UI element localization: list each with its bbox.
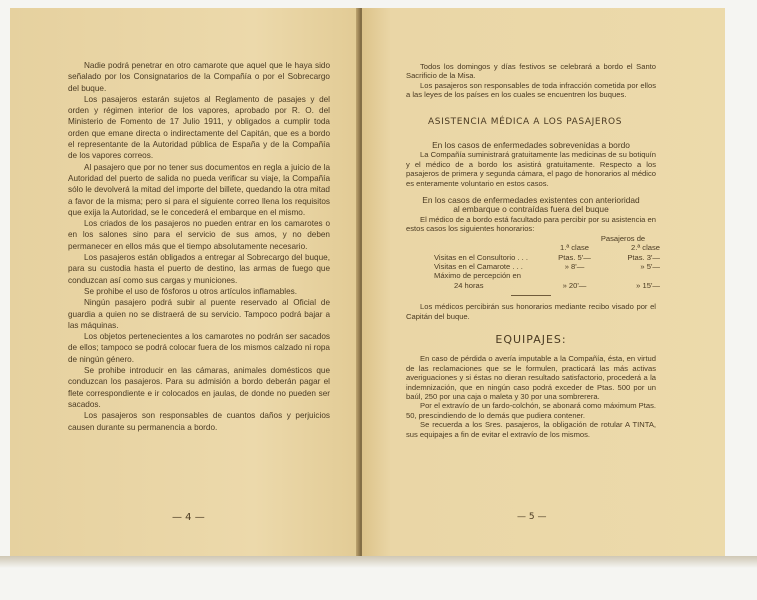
- fees-col-first: 1.ª clase: [560, 243, 589, 253]
- left-page-text: [68, 60, 330, 433]
- paragraph: El médico de a bordo está facultado para percibir por su asistencia en estos casos los siguientes honorarios:: [406, 214, 656, 234]
- table-shadow: [0, 556, 757, 568]
- paragraph: Por el extravío de un fardo-colchón, se abonará como máximum Ptas. 50, prescindiendo de lo demás que pudiera contener.: [406, 401, 656, 420]
- right-page-text: [406, 62, 660, 439]
- right-page: [362, 8, 725, 562]
- paragraph: Los pasajeros son responsables de cuantos daños y perjuicios causen durante su permanencia a bordo.: [68, 411, 330, 432]
- fees-group-header: Pasajeros de: [600, 233, 646, 243]
- paragraph: La Compañía suministrará gratuitamente las medicinas de su botiquín y el médico de a bordo los asistirá gratuitamente. Respecto a los pasajeros de primera y segunda cámara, el pago de honorarios al médico es enteramente voluntario en estos casos.: [406, 150, 656, 188]
- subheading-preexisting-2: al embarque o contraídas fuera del buque: [453, 204, 609, 215]
- paragraph: Los pasajeros estarán sujetos al Reglamento de pasajes y del orden y régimen interior de los vapores, aprobado por R. O. del Ministerio de Fomento de 17 Julio 1911, y obligados a cumplir toda orden que emane directa o indirectamente del Capitán, que es a bordo el representante de la Autoridad pública de España y de la Compañía de los vapores correos.: [68, 94, 330, 161]
- fees-value: » 5'—: [640, 261, 660, 271]
- paragraph: Se recuerda a los Sres. pasajeros, la obligación de rotular A TINTA, sus equipajes a fin de evitar el extravío de los mismos.: [406, 420, 656, 439]
- page-number-left: — 4 —: [172, 512, 205, 523]
- table-row: [434, 253, 660, 262]
- fees-value: Ptas. 5'—: [558, 252, 591, 262]
- table-row: [434, 262, 660, 271]
- paragraph: Los pasajeros son responsables de toda infracción cometida por ellos a las leyes de los países en los cuales se encuentren los buques.: [406, 80, 656, 100]
- luggage-heading: EQUIPAJES:: [495, 332, 567, 346]
- paragraph: Nadie podrá penetrar en otro camarote que aquel que le haya sido señalado por los Consignatarios de la Compañía o por el Sobrecargo del buque.: [68, 61, 330, 93]
- fees-value: » 15'—: [636, 280, 660, 290]
- fees-table: [434, 234, 660, 290]
- paragraph: Se prohibe introducir en las cámaras, animales domésticos que conduzcan los pasajeros. Para su admisión a bordo deberán pagar el flete correspondiente e ir colocados en jaulas, de donde no pueden ser sacados.: [68, 366, 330, 409]
- paragraph: Se prohibe el uso de fósforos u otros artículos inflamables.: [84, 286, 297, 296]
- fees-value: Ptas. 3'—: [627, 252, 660, 262]
- paragraph: En caso de pérdida o avería imputable a la Compañía, ésta, en virtud de las reclamaciones que se le formulen, practicará las más activas averiguaciones y si éstas no dieran resultado satisfactorio, procederá a la indemnización, que en ningún caso podrá exceder de Ptas. 500 por un baúl, 250 por una caja o maleta y 30 por una sombrerera.: [406, 354, 656, 401]
- paragraph: Los objetos pertenecientes a los camarotes no podrán ser sacados de ellos; tampoco se podrá colocar fuera de los mismos calzado ni ropa de ningún género.: [68, 332, 330, 364]
- fees-label: 24 horas: [454, 280, 484, 290]
- subheading-preexisting-1: En los casos de enfermedades existentes con anterioridad: [422, 195, 640, 206]
- fees-label: Visitas en el Consultorio . . .: [434, 252, 528, 262]
- fees-value: » 20'—: [562, 280, 587, 290]
- fees-value: » 8'—: [564, 261, 585, 271]
- paragraph: Al pasajero que por no tener sus documentos en regla a juicio de la Autoridad del puerto de salida no pueda verificar su viaje, la Compañía sólo le devolverá la mitad del importe del billete, quedando la otra mitad a favor de la misma; pero si para el siguiente correo llena los requisitos que exija la Autoridad, se le concederá el embarque en el mismo.: [68, 162, 330, 217]
- page-number-right: — 5 —: [517, 512, 547, 522]
- left-page: [10, 8, 360, 562]
- fees-value: [603, 271, 660, 280]
- medical-heading: ASISTENCIA MÉDICA A LOS PASAJEROS: [428, 116, 623, 127]
- paragraph: Los médicos percibirán sus honorarios mediante recibo visado por el Capitán del buque.: [406, 302, 656, 321]
- fees-label: Visitas en el Camarote . . .: [434, 261, 523, 271]
- paragraph: Los criados de los pasajeros no pueden entrar en los camarotes o en los salones sino para el servicio de sus amos, y no deben permanecer en ellos más que el tiempo absolutamente necesario.: [68, 219, 330, 251]
- fees-label: Máximo de percepción en: [434, 271, 521, 281]
- paragraph: Los pasajeros están obligados a entregar al Sobrecargo del buque, para su custodia hasta el puerto de destino, las armas de fuego que conduzcan así como sus cargas y municiones.: [68, 253, 330, 285]
- paragraph: Ningún pasajero podrá subir al puente reservado al Oficial de guardia a quien no se distraerá de su servicio. Tampoco podrá bajar a las máquinas.: [68, 298, 330, 330]
- fees-col-second: 2.ª clase: [631, 243, 660, 253]
- subheading-onboard: En los casos de enfermedades sobrevenidas a bordo: [432, 140, 630, 151]
- table-row: [434, 281, 660, 290]
- fees-value: [546, 271, 603, 280]
- table-row: [434, 271, 660, 280]
- paragraph: Todos los domingos y días festivos se celebrará a bordo el Santo Sacrificio de la Misa.: [406, 62, 656, 81]
